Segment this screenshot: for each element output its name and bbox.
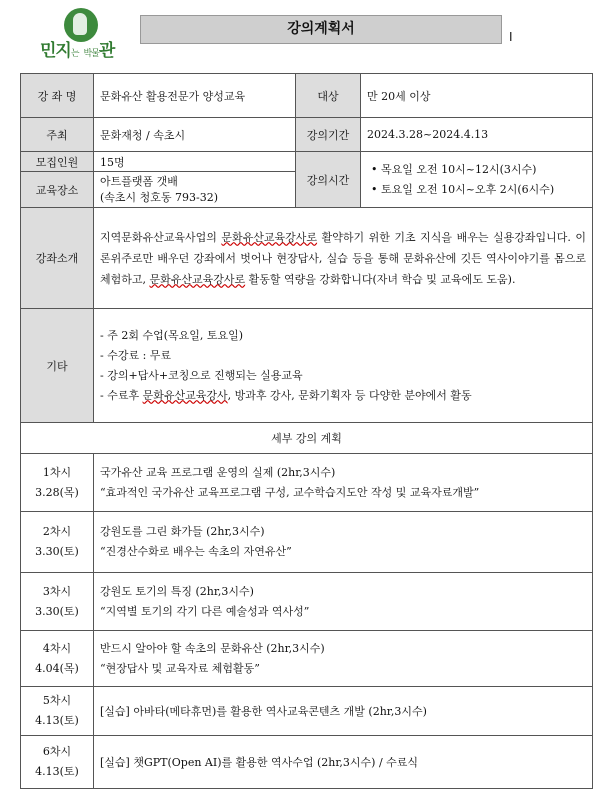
host-value: 문화재청 / 속초시 <box>94 118 296 152</box>
session-row <box>21 454 593 512</box>
session-row <box>21 512 593 573</box>
time-label: 강의시간 <box>296 152 361 208</box>
etc-item: - 강의+답사+코칭으로 진행되는 실용교육 <box>100 368 303 382</box>
logo-figure-icon <box>73 13 87 35</box>
row-recruit <box>21 152 593 172</box>
session-row <box>21 631 593 687</box>
plan-header: 세부 강의 계획 <box>21 423 593 454</box>
session-content: 강원도를 그린 화가들 (2hr,3시수) “진경산수화로 배우는 속초의 자연유산” <box>94 512 593 573</box>
etc-item: - 수료후 문화유산교육강사, 방과후 강사, 문화기획자 등 다양한 분야에서 활동 <box>100 388 472 402</box>
course-name: 문화유산 활용전문가 양성교육 <box>94 74 296 118</box>
session-content: 국가유산 교육 프로그램 운영의 실제 (2hr,3시수) “효과적인 국가유산 교육프로그램 구성, 교수학습지도안 작성 및 교육자료개발” <box>94 454 593 512</box>
target-value: 만 20세 이상 <box>361 74 593 118</box>
row-course-name <box>21 74 593 118</box>
session-number: 6차시 4.13(토) <box>21 736 94 789</box>
session-row <box>21 687 593 736</box>
etc-label: 기타 <box>21 309 94 423</box>
session-number: 1차시 3.28(목) <box>21 454 94 512</box>
time-line-2: • 토요일 오전 10시~오후 2시(6시수) <box>371 182 555 196</box>
period-label: 강의기간 <box>296 118 361 152</box>
course-plan-table <box>20 73 593 789</box>
host-label: 주최 <box>21 118 94 152</box>
period-value: 2024.3.28~2024.4.13 <box>361 118 593 152</box>
recruit-value: 15명 <box>94 152 296 172</box>
target-label: 대상 <box>296 74 361 118</box>
etc-item: - 주 2회 수업(목요일, 토요일) <box>100 328 244 342</box>
recruit-label: 모집인원 <box>21 152 94 172</box>
row-intro <box>21 208 593 309</box>
etc-list <box>94 309 593 423</box>
session-content: [실습] 챗GPT(Open AI)를 활용한 역사수업 (2hr,3시수) / 수료식 <box>94 736 593 789</box>
row-host <box>21 118 593 152</box>
session-number: 2차시 3.30(토) <box>21 512 94 573</box>
session-number: 4차시 4.04(목) <box>21 631 94 687</box>
row-etc <box>21 309 593 423</box>
place-value <box>94 172 296 208</box>
place-line-1: 아트플랫폼 갯배 <box>100 174 178 188</box>
place-line-2: (속초시 청호동 793-32) <box>100 190 219 204</box>
etc-item: - 수강료 : 무료 <box>100 348 172 362</box>
row-plan-header <box>21 423 593 454</box>
session-content: [실습] 아바타(메타휴먼)를 활용한 역사교육콘텐츠 개발 (2hr,3시수) <box>94 687 593 736</box>
time-value <box>361 152 593 208</box>
place-label: 교육장소 <box>21 172 94 208</box>
session-row <box>21 573 593 631</box>
document-title: 강의계획서 <box>140 15 502 44</box>
intro-text: 지역문화유산교육사업의 문화유산교육강사로 활약하기 위한 기초 지식을 배우는 실용강좌입니다. 이론위주로만 배우던 강좌에서 벗어나 현장답사, 실습 등을 통해 문화유산에 깃든 역사이야기를 몸으로 체험하고, 문화유산교육강사로 활동할 역량을 강화합니다(자녀 학습 및 교육에도 도움). <box>94 208 593 309</box>
session-content: 강원도 토기의 특징 (2hr,3시수) “지역별 토기의 각기 다른 예술성과 역사성” <box>94 573 593 631</box>
time-line-1: • 목요일 오전 10시~12시(3시수) <box>371 162 537 176</box>
course-name-label: 강 좌 명 <box>21 74 94 118</box>
session-number: 5차시 4.13(토) <box>21 687 94 736</box>
session-content: 반드시 알아야 할 속초의 문화유산 (2hr,3시수) “현장답사 및 교육자료 체험활동” <box>94 631 593 687</box>
intro-label: 강좌소개 <box>21 208 94 309</box>
logo-text: 민지는 박물관 <box>40 41 115 61</box>
museum-logo <box>40 8 122 60</box>
session-number: 3차시 3.30(토) <box>21 573 94 631</box>
text-cursor: I <box>509 30 513 44</box>
